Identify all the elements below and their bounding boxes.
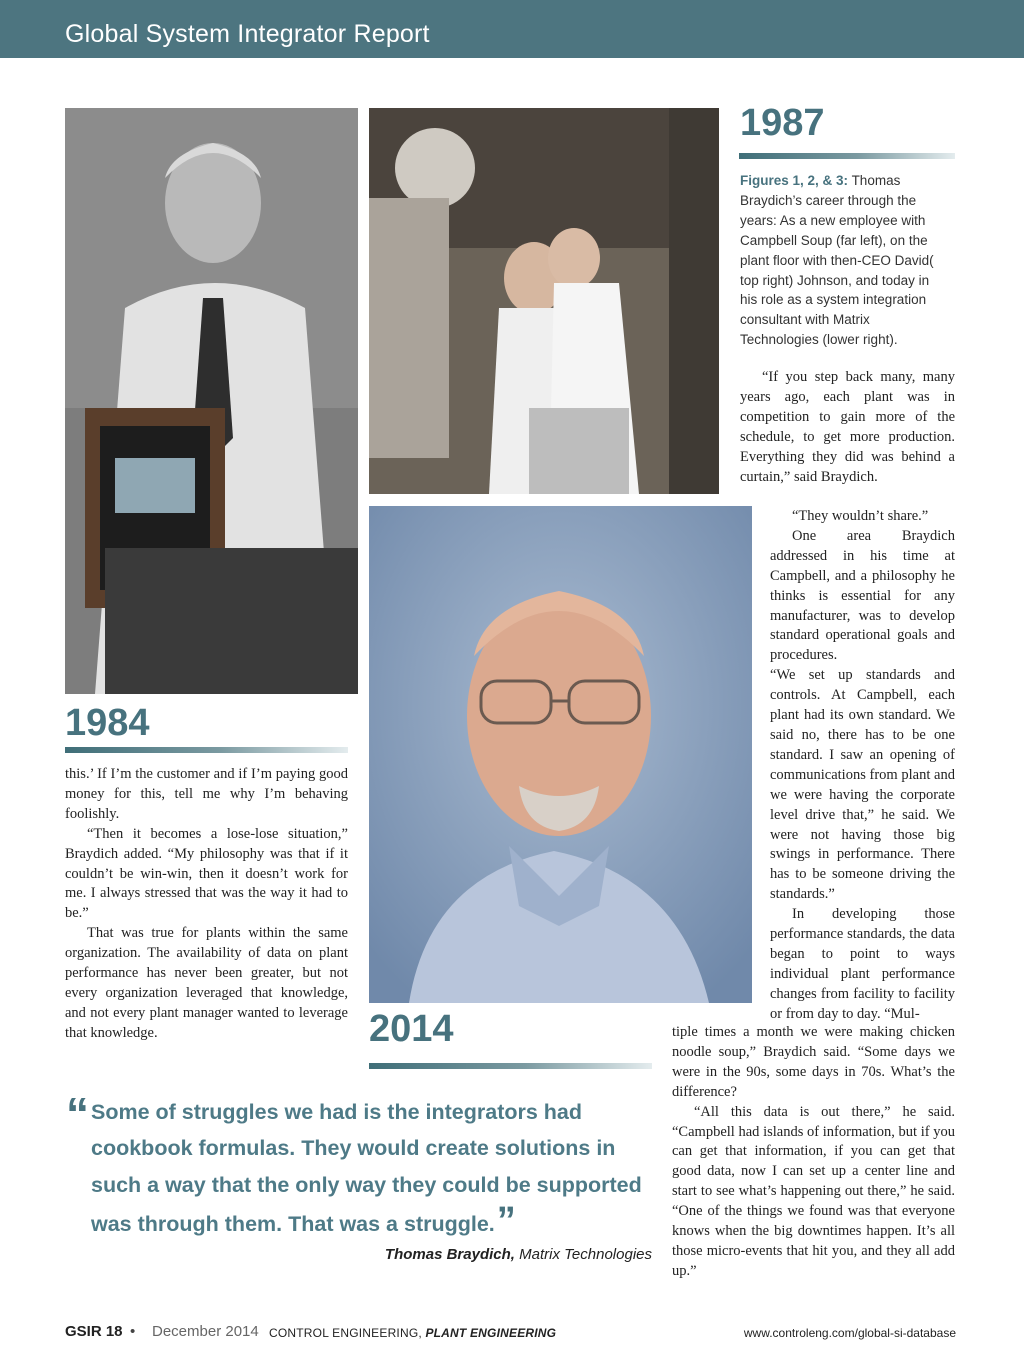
header-title: Global System Integrator Report (65, 20, 430, 48)
paragraph: That was true for plants within the same organization. The availability of data on plant performance has never been greater, but not every organization leveraged that knowledge, and not every plant manager wanted to leverage that knowledge. (65, 925, 348, 1041)
photo-1984 (65, 108, 358, 694)
pull-quote-text: Some of struggles we had is the integrators had cookbook formulas. They would create solutions in such a way that the only way they could be supported was through them. That was a struggle. (91, 1100, 642, 1237)
figure-caption-label: Figures 1, 2, & 3: (740, 173, 849, 188)
photo-2014-illustration (369, 506, 752, 1003)
footer-publication (269, 1326, 556, 1340)
paragraph: “All this data is out there,” he said. “Campbell had islands of information, but if you can get that information, if you can get that good data, now I can set up a center line and start to see what’s happening out there,” he said. “One of the things we found was that everyone knows when the big downtimes happen. It’s all those micro-events that hit you, and they all add up.” (672, 1103, 955, 1279)
paragraph: this.’ If I’m the customer and if I’m paying good money for this, tell me why I’m behaving foolishly. (65, 766, 348, 822)
article-column-b (740, 368, 955, 487)
footer-url[interactable]: www.controleng.com/global-si-database (743, 1326, 956, 1340)
pull-quote-attribution (385, 1246, 652, 1263)
year-label-2014: 2014 (369, 1008, 454, 1050)
paragraph: “If you step back many, many years ago, each plant was in competition to gain more of the schedule, to get more production. Everything they did was behind a curtain,” said Braydich. (740, 369, 955, 485)
footer-separator: • (130, 1323, 136, 1340)
paragraph: In developing those performance standards, the data began to point to ways individual plant performance changes from facility to facility or from day to day. “Mul- (770, 906, 955, 1022)
photo-1987-illustration (369, 108, 719, 494)
pull-quote (91, 1094, 651, 1243)
photo-1987 (369, 108, 719, 494)
photo-2014 (369, 506, 752, 1003)
footer-page-number: GSIR 18 (65, 1323, 123, 1340)
article-column-c (770, 507, 955, 1025)
pull-quote-author: Thomas Braydich, (384, 1246, 515, 1263)
year-label-1984: 1984 (65, 702, 150, 744)
pull-quote-company: Matrix Technologies (519, 1246, 652, 1263)
paragraph: tiple times a month we were making chicken noodle soup,” Braydich said. “Some days we were in the 90s, some days in 70s. What’s the difference? (672, 1024, 955, 1100)
year-rule-1987 (739, 153, 955, 159)
footer-date: December 2014 (152, 1323, 259, 1340)
figure-caption (740, 171, 950, 350)
article-column-a (65, 765, 348, 1044)
pull-quote-open-mark: “ (66, 1088, 89, 1140)
footer-publication-b: PLANT ENGINEERING (425, 1326, 557, 1340)
paragraph: One area Braydich addressed in his time at Campbell, and a philosophy he thinks is essential for any manufacturer, was to develop standard operational goals and procedures. (770, 527, 955, 664)
photo-1984-illustration (65, 108, 358, 694)
year-rule-1984 (65, 747, 348, 753)
year-label-1987: 1987 (740, 102, 825, 144)
article-column-d (672, 1023, 955, 1282)
pull-quote-close-mark: ” (496, 1200, 516, 1243)
year-rule-2014 (369, 1063, 652, 1069)
figure-caption-text: Thomas Braydich’s career through the years: As a new employee with Campbell Soup (far left), on the plant floor with then-CEO David( top right) Johnson, and today in his role as a system integration consultant with Matrix Technologies (lower right). (740, 173, 934, 348)
paragraph: “They wouldn’t share.” (792, 508, 929, 524)
paragraph: “Then it becomes a lose-lose situation,” Braydich added. “My philosophy was that if it couldn’t be win-win, then it doesn’t work for me. I always stressed that was the way it had to be.” (65, 825, 348, 922)
footer-publication-a: CONTROL ENGINEERING, (269, 1326, 422, 1340)
paragraph: “We set up standards and controls. At Campbell, each plant had its own standard. We said no, there has to be one standard. I saw an opening of communications from plant and we were having the corporate level drive that,” he said. We were not having those big swings in performance. There has to be someone driving the standards.” (770, 667, 955, 903)
